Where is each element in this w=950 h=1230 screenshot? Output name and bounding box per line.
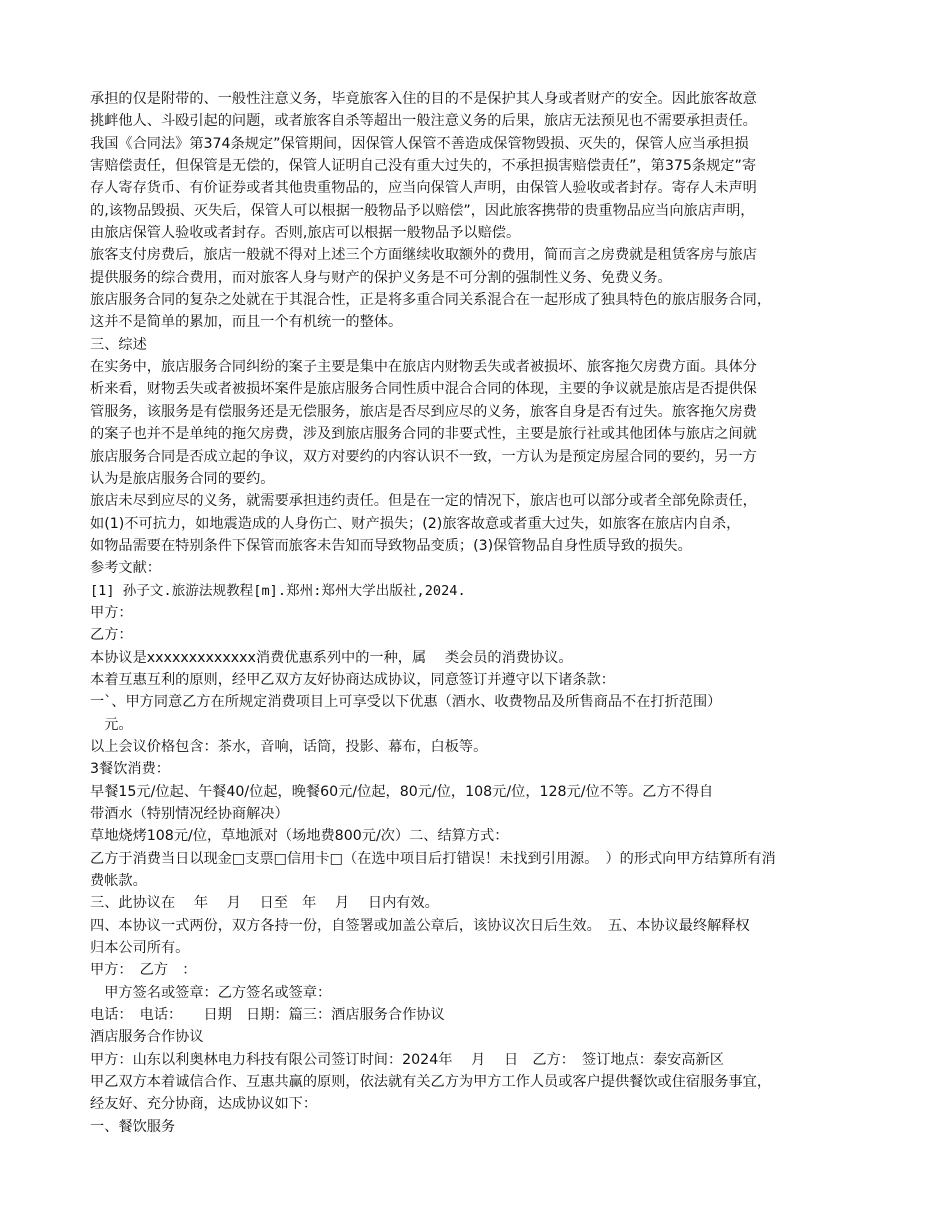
text-line: 在实务中，旅店服务合同纠纷的案子主要是集中在旅店内财物丢失或者被损坏、旅客拖欠房费方面。具体分 bbox=[90, 359, 757, 376]
text-line: 承担的仅是附带的、一般性注意义务，毕竟旅客入住的目的不是保护其人身或者财产的安全。因此旅客故意 bbox=[90, 91, 757, 107]
text-line: 以上会议价格包含：茶水，音响，话筒，投影、幕布，白板等。 bbox=[90, 738, 488, 755]
references-heading: 参考文献： bbox=[90, 560, 161, 577]
text-line: 如物品需要在特别条件下保管而旅客未告知而导致物品变质；(3)保管物品自身性质导致的损失。 bbox=[90, 537, 692, 554]
text-line: 归本公司所有。 bbox=[90, 940, 190, 957]
section-heading: 一、餐饮服务 bbox=[90, 1118, 176, 1135]
party-b-label: 乙方： bbox=[90, 627, 133, 644]
text-line: 的案子也并不是单纯的拖欠房费，涉及到旅店服务合同的非要式性，主要是旅行社或其他团体与旅店之间就 bbox=[90, 426, 757, 443]
text-line: 认为是旅店服务合同的要约。 bbox=[90, 470, 275, 487]
document-page bbox=[90, 88, 865, 1138]
text-line: 草地烧烤108元/位，草地派对（场地费800元/次）二、结算方式： bbox=[90, 828, 509, 845]
text-line: 这并不是简单的累加，而且一个有机统一的整体。 bbox=[90, 314, 403, 331]
reference-item: [1] 孙子文.旅游法规教程[m].郑州:郑州大学出版社,2024. bbox=[90, 582, 466, 599]
text-line: 四、本协议一式两份，双方各持一份，自签署或加盖公章后，该协议次日后生效。 五、本协议最终解释权 bbox=[90, 917, 750, 934]
text-line: 旅店未尽到应尽的义务，就需要承担违约责任。但是在一定的情况下，旅店也可以部分或者全部免除责任， bbox=[90, 493, 757, 510]
text-line: 本着互惠互利的原则，经甲乙双方友好协商达成协议，同意签订并遵守以下诸条款： bbox=[90, 671, 615, 688]
text-line: 旅店服务合同是否成立起的争议，双方对要约的内容认识不一致，一方认为是预定房屋合同的要约，另一方 bbox=[90, 448, 757, 465]
text-line: 元。 bbox=[90, 716, 133, 733]
text-line: 的,该物品毁损、灭失后，保管人可以根据一般物品予以赔偿”，因此旅客携带的贵重物品应当向旅店声明， bbox=[90, 202, 755, 219]
text-line: 旅店服务合同的复杂之处就在于其混合性，正是将多重合同关系混合在一起形成了独具特色的旅店服务合同， bbox=[90, 292, 772, 309]
text-line: 害赔偿责任，但保管是无偿的，保管人证明自己没有重大过失的，不承担损害赔偿责任”，第375条规定”寄 bbox=[90, 158, 757, 175]
text-line: 带酒水（特别情况经协商解决） bbox=[90, 806, 289, 822]
party-a-label: 甲方： bbox=[90, 604, 133, 621]
text-line: 费帐款。 bbox=[90, 873, 147, 890]
text-line: 提供服务的综合费用，而对旅客人身与财产的保护义务是不可分割的强制性义务、免费义务。 bbox=[90, 269, 672, 286]
section-heading: 三、综述 bbox=[90, 336, 147, 353]
text-line: 甲方签名或签章：乙方签名或签章： bbox=[90, 984, 332, 1001]
text-line: 一`、甲方同意乙方在所规定消费项目上可享受以下优惠（酒水、收费物品及所售商品不在打折范围） bbox=[90, 694, 722, 711]
text-line: 三、此协议在 年 月 日至 年 月 日内有效。 bbox=[90, 895, 439, 912]
text-line: 由旅店保管人验收或者封存。否则,旅店可以根据一般物品予以赔偿。 bbox=[90, 225, 521, 242]
text-line: 电话： 电话： 日期 日期：篇三：酒店服务合作协议 bbox=[90, 1007, 445, 1024]
text-line: 3餐饮消费： bbox=[90, 761, 170, 778]
text-line: 析来看，财物丢失或者被损坏案件是旅店服务合同性质中混合合同的体现，主要的争议就是旅店是否提供保 bbox=[90, 381, 757, 398]
text-line: 甲方：山东以利奥林电力科技有限公司签订时间：2024年 月 日 乙方： 签订地点：泰安高新区 bbox=[90, 1051, 724, 1068]
text-line: 早餐15元/位起、午餐40/位起，晚餐60元/位起，80元/位，108元/位，128元/位不等。乙方不得自 bbox=[90, 783, 714, 800]
text-line: 旅客支付房费后，旅店一般就不得对上述三个方面继续收取额外的费用，简而言之房费就是租赁客房与旅店 bbox=[90, 247, 757, 264]
text-line: 如(1)不可抗力，如地震造成的人身伤亡、财产损失；(2)旅客故意或者重大过失，如旅客在旅店内自杀， bbox=[90, 515, 741, 532]
text-line: 存人寄存货币、有价证券或者其他贵重物品的，应当向保管人声明，由保管人验收或者封存。寄存人未声明 bbox=[90, 180, 757, 197]
text-line: 经友好、充分协商，达成协议如下： bbox=[90, 1096, 318, 1113]
agreement-title: 酒店服务合作协议 bbox=[90, 1029, 204, 1046]
text-line: 管服务，该服务是有偿服务还是无偿服务，旅店是否尽到应尽的义务，旅客自身是否有过失。旅客拖欠房费 bbox=[90, 403, 757, 420]
text-line: 我国《合同法》第374条规定”保管期间，因保管人保管不善造成保管物毁损、灭失的，保管人应当承担损 bbox=[90, 135, 749, 152]
text-line: 挑衅他人、斗殴引起的问题，或者旅客自杀等超出一般注意义务的后果，旅店无法预见也不需要承担责任。 bbox=[90, 113, 757, 130]
text-line: 本协议是xxxxxxxxxxxxx消费优惠系列中的一种，属 类会员的消费协议。 bbox=[90, 649, 573, 666]
text-line: 甲乙双方本着诚信合作、互惠共赢的原则，依法就有关乙方为甲方工作人员或客户提供餐饮或住宿服务事宜， bbox=[90, 1074, 772, 1091]
text-line: 乙方于消费当日以现金□支票□信用卡□（在选中项目后打错误！未找到引用源。 ）的形式向甲方结算所有消 bbox=[90, 850, 776, 867]
text-line: 甲方： 乙方 ： bbox=[90, 962, 197, 979]
